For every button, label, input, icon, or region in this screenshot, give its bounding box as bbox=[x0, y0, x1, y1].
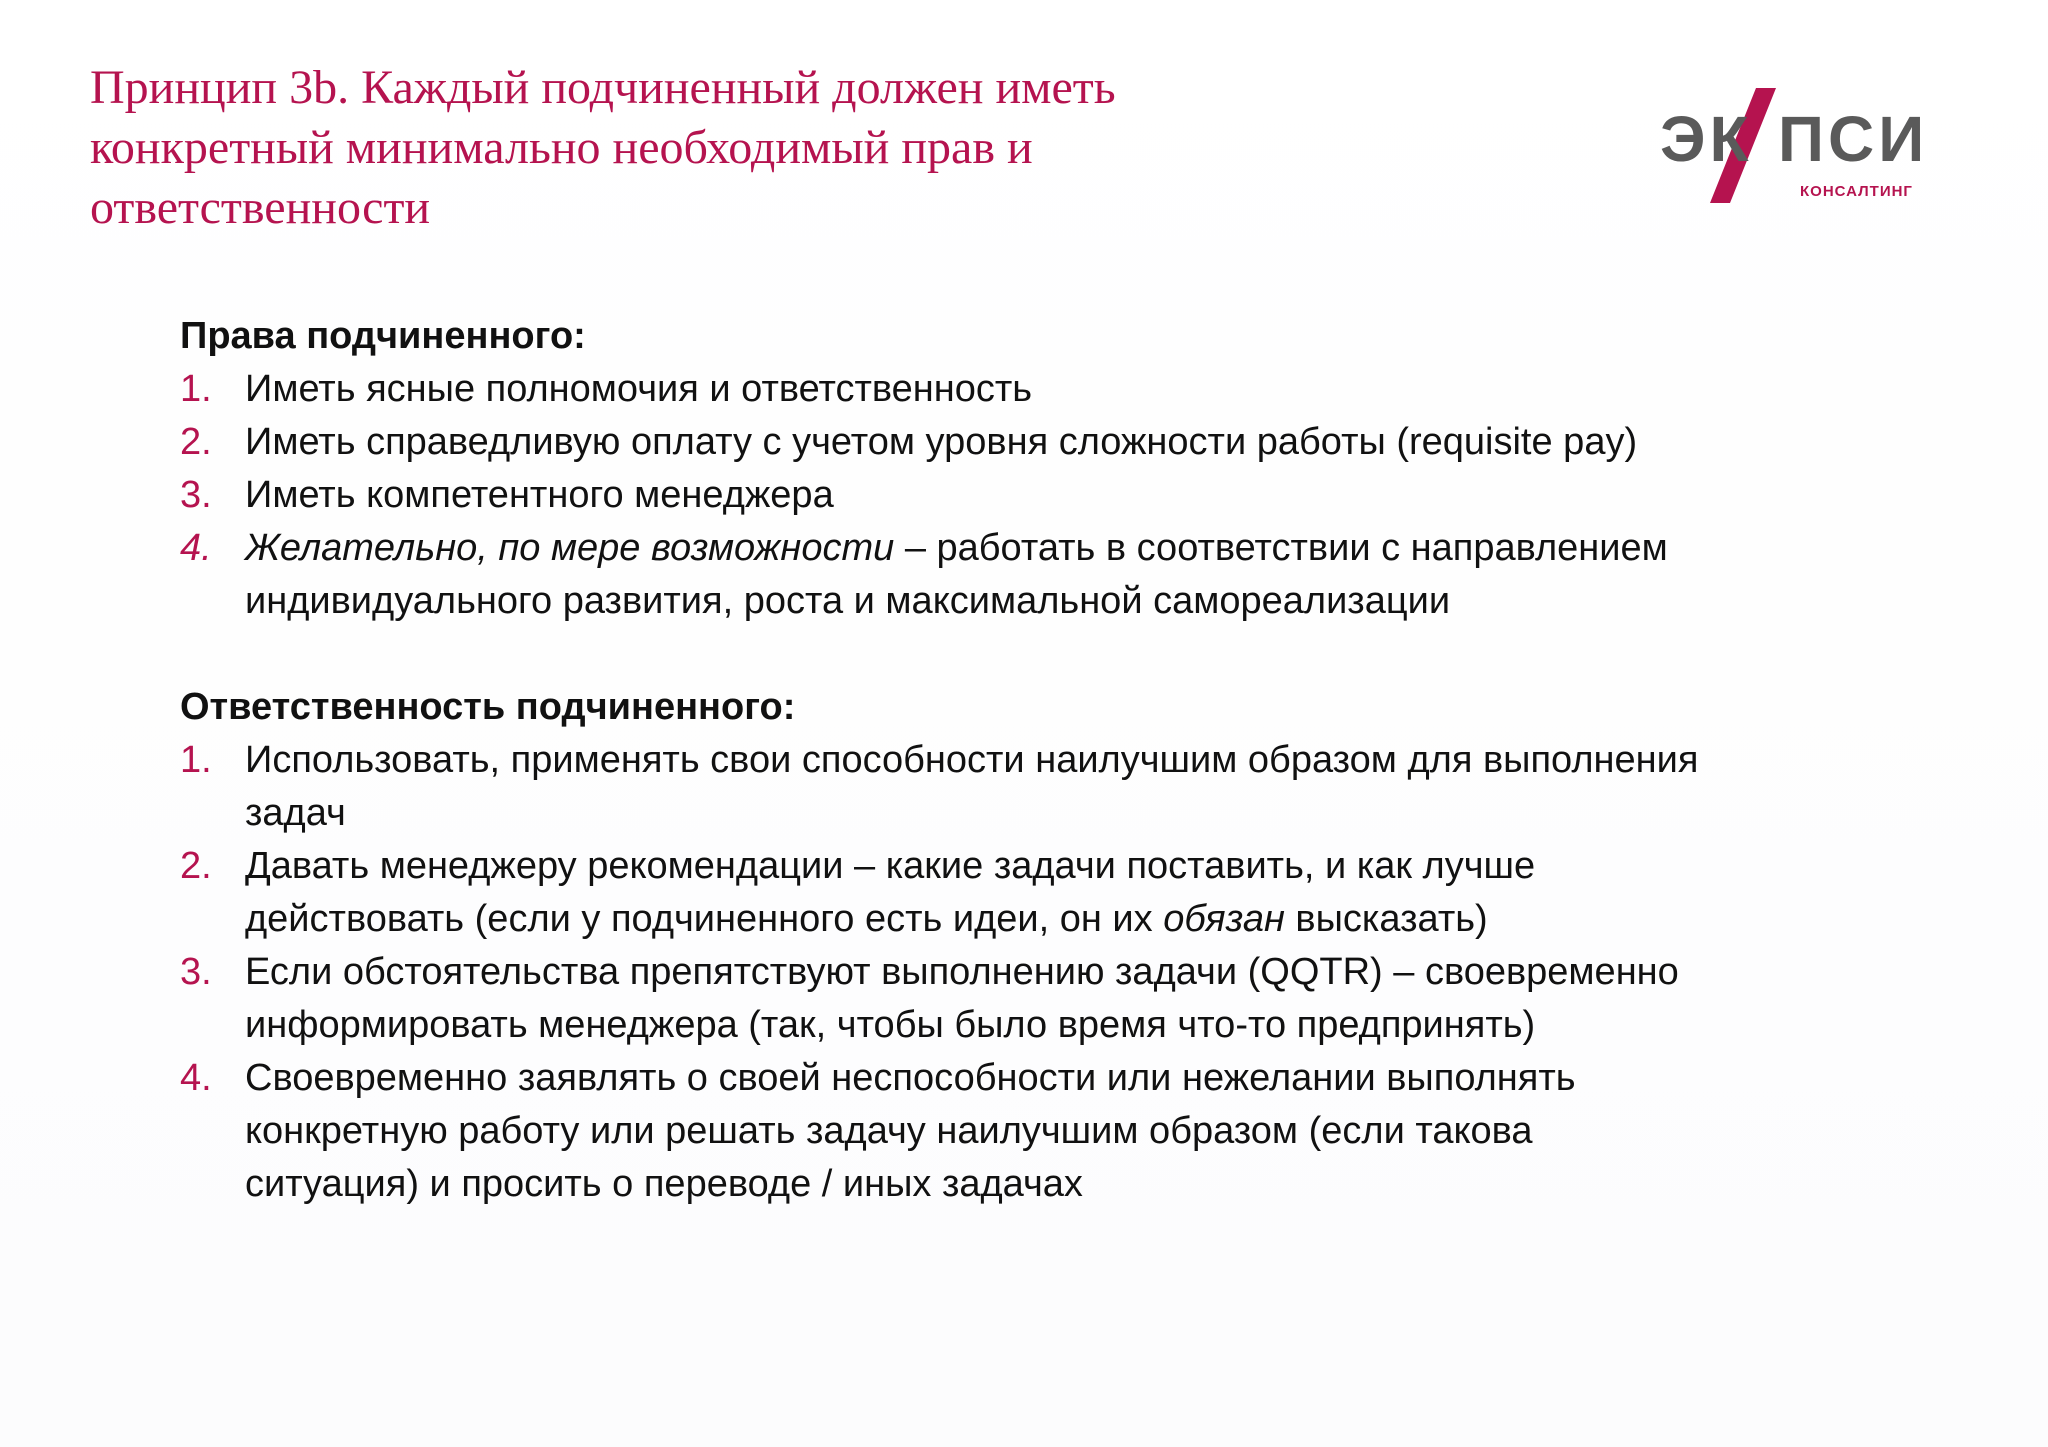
rights-item-1 bbox=[180, 363, 1980, 416]
list-item-text bbox=[245, 734, 1980, 840]
responsibilities-item-2 bbox=[180, 840, 1980, 946]
rights-item-2 bbox=[180, 416, 1980, 469]
section-spacer bbox=[180, 628, 1980, 681]
ekopsi-logo bbox=[1660, 78, 1930, 218]
list-item-text-line-1: Если обстоятельства препятствуют выполнению задачи (QQTR) – своевременно bbox=[245, 951, 1679, 993]
list-item-text bbox=[245, 946, 1980, 1052]
list-item-text bbox=[245, 1052, 1980, 1211]
list-number: 1. bbox=[180, 739, 212, 781]
slide-title-line-1: Принцип 3b. Каждый подчиненный должен иметь bbox=[90, 61, 1116, 114]
responsibilities-item-4 bbox=[180, 1052, 1980, 1211]
logo-tagline: КОНСАЛТИНГ bbox=[1800, 183, 1913, 200]
logo-wordmark-left: ЭК bbox=[1660, 103, 1753, 175]
list-number: 3. bbox=[180, 951, 212, 993]
rights-heading: Права подчиненного: bbox=[180, 315, 586, 357]
responsibilities-item-1 bbox=[180, 734, 1980, 840]
list-item-italic-text: Желательно, по мере возможности bbox=[245, 527, 895, 569]
responsibilities-item-3 bbox=[180, 946, 1980, 1052]
list-item-text-line-2: задач bbox=[245, 792, 346, 834]
list-number: 3. bbox=[180, 474, 212, 516]
slide-title-line-2: конкретный минимально необходимый прав и bbox=[90, 121, 1033, 174]
list-item-text bbox=[245, 522, 1980, 628]
list-item-text-line-2: индивидуального развития, роста и максимальной самореализации bbox=[245, 580, 1451, 622]
list-number: 1. bbox=[180, 368, 212, 410]
responsibilities-list bbox=[180, 734, 1980, 1211]
rights-item-4 bbox=[180, 522, 1980, 628]
list-item-text-line-2: конкретную работу или решать задачу наилучшим образом (если такова bbox=[245, 1110, 1533, 1152]
ekopsi-logo-graphic bbox=[1660, 78, 1930, 218]
list-item-italic-text: обязан bbox=[1163, 898, 1285, 940]
list-item-text-line-2-end: высказать) bbox=[1284, 898, 1488, 940]
list-item-text-line-1: Своевременно заявлять о своей неспособности или нежелании выполнять bbox=[245, 1057, 1576, 1099]
list-item-text-line-1: Использовать, применять свои способности наилучшим образом для выполнения bbox=[245, 739, 1699, 781]
list-number: 2. bbox=[180, 845, 212, 887]
rights-item-3 bbox=[180, 469, 1980, 522]
slide-title-line-3: ответственности bbox=[90, 181, 431, 234]
list-item-text-line-2-start: действовать (если у подчиненного есть идеи, он их bbox=[245, 898, 1164, 940]
list-item-text: Иметь компетентного менеджера bbox=[245, 474, 834, 516]
slide-title bbox=[90, 58, 1490, 238]
rights-list bbox=[180, 363, 1980, 628]
slide-content bbox=[180, 310, 1980, 1211]
list-number: 4. bbox=[180, 1057, 212, 1099]
list-item-text: Иметь ясные полномочия и ответственность bbox=[245, 368, 1033, 410]
logo-wordmark-right: ПСИ bbox=[1778, 103, 1929, 175]
list-item-text-line-2: информировать менеджера (так, чтобы было время что-то предпринять) bbox=[245, 1004, 1536, 1046]
list-number: 2. bbox=[180, 421, 212, 463]
list-item-text-line-1: – работать в соответствии с направлением bbox=[894, 527, 1668, 569]
list-item-text: Иметь справедливую оплату с учетом уровня сложности работы (requisite pay) bbox=[245, 421, 1638, 463]
list-number: 4. bbox=[180, 527, 212, 569]
list-item-text-line-3: ситуация) и просить о переводе / иных задачах bbox=[245, 1163, 1083, 1205]
list-item-text bbox=[245, 840, 1980, 946]
list-item-text-line-1: Давать менеджеру рекомендации – какие задачи поставить, и как лучше bbox=[245, 845, 1536, 887]
responsibilities-heading: Ответственность подчиненного: bbox=[180, 686, 796, 728]
